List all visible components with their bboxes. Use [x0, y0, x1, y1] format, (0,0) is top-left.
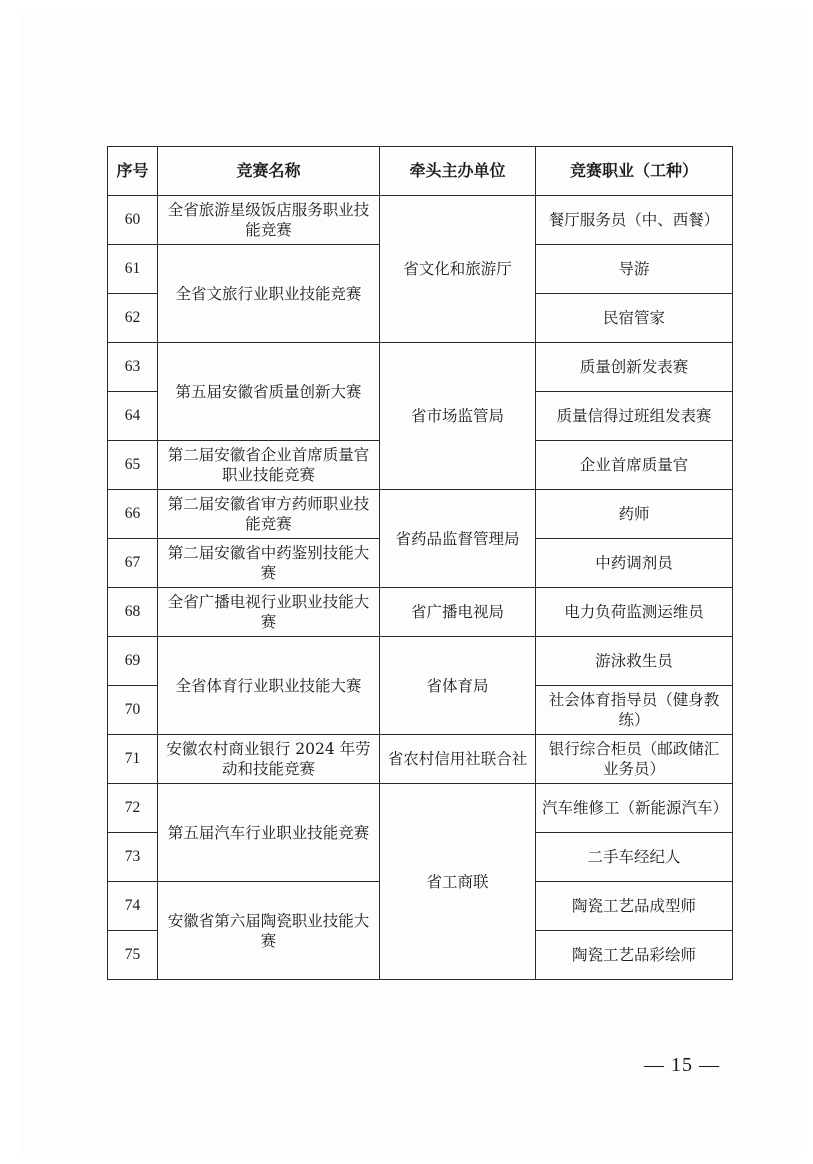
occupation: 游泳救生员 [536, 637, 733, 686]
table-row [108, 588, 733, 637]
row-no: 68 [108, 588, 158, 637]
competition-name: 第五届安徽省质量创新大赛 [158, 343, 380, 441]
competition-name: 第二届安徽省企业首席质量官职业技能竞赛 [158, 441, 380, 490]
competition-name: 第五届汽车行业职业技能竞赛 [158, 784, 380, 882]
competition-name: 安徽农村商业银行 2024 年劳动和技能竞赛 [158, 735, 380, 784]
row-no: 74 [108, 882, 158, 931]
occupation: 中药调剂员 [536, 539, 733, 588]
competition-name: 全省广播电视行业职业技能大赛 [158, 588, 380, 637]
competition-name: 全省文旅行业职业技能竞赛 [158, 245, 380, 343]
table-header-row [108, 147, 733, 196]
table-row [108, 735, 733, 784]
organizer: 省农村信用社联合社 [380, 735, 536, 784]
row-no: 69 [108, 637, 158, 686]
occupation: 药师 [536, 490, 733, 539]
occupation: 银行综合柜员（邮政储汇业务员） [536, 735, 733, 784]
organizer: 省体育局 [380, 637, 536, 735]
table-row [108, 196, 733, 245]
header-job: 竞赛职业（工种） [536, 147, 733, 196]
header-org: 牵头主办单位 [380, 147, 536, 196]
row-no: 61 [108, 245, 158, 294]
occupation: 陶瓷工艺品彩绘师 [536, 931, 733, 980]
occupation: 汽车维修工（新能源汽车） [536, 784, 733, 833]
occupation: 企业首席质量官 [536, 441, 733, 490]
row-no: 64 [108, 392, 158, 441]
occupation: 民宿管家 [536, 294, 733, 343]
row-no: 73 [108, 833, 158, 882]
header-name: 竞赛名称 [158, 147, 380, 196]
occupation: 电力负荷监测运维员 [536, 588, 733, 637]
competition-table [107, 146, 733, 980]
table-row [108, 637, 733, 686]
row-no: 60 [108, 196, 158, 245]
row-no: 67 [108, 539, 158, 588]
occupation: 餐厅服务员（中、西餐） [536, 196, 733, 245]
competition-name: 第二届安徽省审方药师职业技能竞赛 [158, 490, 380, 539]
organizer: 省药品监督管理局 [380, 490, 536, 588]
organizer: 省工商联 [380, 784, 536, 980]
occupation: 导游 [536, 245, 733, 294]
occupation: 陶瓷工艺品成型师 [536, 882, 733, 931]
competition-name: 全省体育行业职业技能大赛 [158, 637, 380, 735]
organizer: 省市场监管局 [380, 343, 536, 490]
row-no: 71 [108, 735, 158, 784]
row-no: 66 [108, 490, 158, 539]
table-row [108, 784, 733, 833]
table-row [108, 490, 733, 539]
page-number: — 15 — [644, 1054, 720, 1076]
row-no: 75 [108, 931, 158, 980]
occupation: 质量创新发表赛 [536, 343, 733, 392]
organizer: 省广播电视局 [380, 588, 536, 637]
row-no: 63 [108, 343, 158, 392]
row-no: 72 [108, 784, 158, 833]
occupation: 社会体育指导员（健身教练） [536, 686, 733, 735]
organizer: 省文化和旅游厅 [380, 196, 536, 343]
row-no: 70 [108, 686, 158, 735]
table-row [108, 343, 733, 392]
occupation: 质量信得过班组发表赛 [536, 392, 733, 441]
competition-name: 全省旅游星级饭店服务职业技能竞赛 [158, 196, 380, 245]
occupation: 二手车经纪人 [536, 833, 733, 882]
competition-name: 安徽省第六届陶瓷职业技能大赛 [158, 882, 380, 980]
row-no: 62 [108, 294, 158, 343]
competition-name: 第二届安徽省中药鉴别技能大赛 [158, 539, 380, 588]
row-no: 65 [108, 441, 158, 490]
header-no: 序号 [108, 147, 158, 196]
